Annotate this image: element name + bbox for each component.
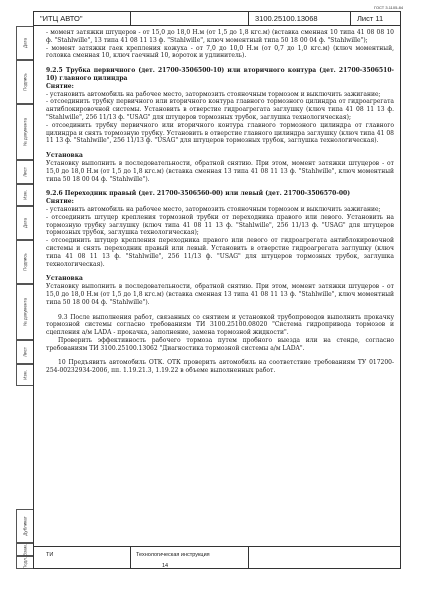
document-type: Технологическая инструкция [136,552,210,558]
document-number: 3100.25100.13068 [248,12,358,25]
title-block-header [34,12,400,26]
sidebar-cell: Дата [16,206,33,240]
paragraph: - отсоединить штуцер крепления переходника правого или левого от гидроагрегата антиблокировочной системы и снять переходник правый или левый. Установить в отверстие гидроагрегата заглушку (ключ типа 41 08 11 13 ф. "Stahlwille", 256 11/13 ф. "USAG" для штуцеров тормозных трубок, заглушка технологическая). [46,237,394,268]
paragraph: - момент затяжки штуцеров - от 15,0 до 18,0 Н.м (от 1,5 до 1,8 кгс.м) (вставка сменная 10 типа 41 08 08 10 ф. "Stahlwille", 13 типа 41 08 11 13 ф. "Stahlwille", ключ моментный типа 50 18 00 04 ф. "Stahlwille"); [46,29,394,44]
subheading: Установка [46,275,83,283]
sidebar-cell: Изм. [16,364,33,386]
subheading: Снятие: [46,82,74,90]
sidebar-cell: Изм. [16,184,33,206]
paragraph: Установку выполнить в последовательности, обратной снятию. При этом, момент затяжки штуцеров - от 15,0 до 18,0 Н.м (от 1,5 до 1,8 кгс.м) (вставка сменная 13 типа 41 08 11 13 ф. "Stahlwille", ключ моментный типа 50 18 00 04 ф. "Stahlwille"). [46,283,394,306]
header-divider [130,12,131,25]
sidebar-cell: Дата [16,26,33,60]
page-frame [33,11,401,569]
paragraph: - установить автомобиль на рабочее место, затормозить стояночным тормозом и выключить зажигание; [46,90,381,98]
paragraph: - отсоединить трубку первичного или вторичного контура главного тормозного цилиндра от главного цилиндра и снять тормозную трубку. Установить в отверстие главного цилиндра заглушку (ключ типа 41 08 11 13 ф. "Stahlwille", 256 11/13 ф. "USAG" для штуцеров тормозных трубок, заглушка технологическая). [46,121,394,145]
title-block-footer [34,546,400,569]
paragraph: Установку выполнить в последовательности, обратной снятию. При этом, момент затяжки штуцеров - от 15,0 до 18,0 Н.м (от 1,5 до 1,8 кгс.м) (вставка сменная 13 типа 41 08 11 13 ф. "Stahlwille", ключ моментный типа 50 18 00 04 ф. "Stahlwille"). [46,159,394,183]
sidebar-cell: Лист [16,340,33,364]
paragraph: 10 Предъявить автомобиль ОТК. ОТК проверить автомобиль на соответствие требованиям ТУ 017200-254-00232934-2006, пп. 1.19.21.3, 1.19.22 в объеме выполненных работ. [46,359,394,375]
paragraph: - момент затяжки гаек крепления кожуха - от 7,0 до 10,0 Н.м (от 0,7 до 1,0 кгс.м) (ключ моментный, головка сменная 10, ключ гаечный 10, вороток и удлинитель). [46,44,394,60]
paragraph: 9.3 После выполнения работ, связанных со снятием и установкой трубопроводов выполнить прокачку тормозной системы согласно требованиям ТИ 3100.25100.08020 "Система гидропривода тормозов и сцепления а/м LADA - прокачка, заполнение, замена тормозной жидкости". [46,313,394,337]
sidebar-cell: Взам. [16,543,33,556]
sidebar-cell: Лист [16,160,33,184]
document-body [34,26,400,546]
sidebar-cell: Подл. [16,556,33,569]
sidebar-cell: № документа [16,284,33,340]
sidebar-cell: Дубликат [16,509,33,543]
gost-label: ГОСТ 3.1105-84 [374,5,404,10]
sidebar-cell: Подпись [16,240,33,284]
footer-divider [130,547,131,569]
paragraph: - отсоединить трубку первичного или вторичного контура главного тормозного цилиндра от гидроагрегата антиблокировочной системы. Установить в отверстие гидроагрегата заглушку (ключ типа 41 08 11 13 ф. "Stahlwille", 256 11/13 ф. "USAG" для штуцеров тормозных трубок, заглушка технологическая); [46,98,394,121]
page-number: 14 [162,563,169,569]
sidebar-cell: Подпись [16,60,33,104]
sidebar-cell: № документа [16,104,33,160]
section-heading: 9.2.5 Трубка первичного (дет. 21700-3506500-10) или вторичного контура (дет. 21700-3506510-10) главного цилиндра [46,67,394,82]
paragraph: - установить автомобиль на рабочее место, затормозить стояночным тормозом и выключить зажигание; [46,205,381,213]
paragraph: Проверить эффективность рабочего тормоза путем пробного выезда или на стенде, согласно требованиям ТИ 3100.25100.13062 "Диагностика тормозной системы а/м LADA". [46,336,394,352]
footer-code: ТИ [46,552,54,558]
company-name: "ИТЦ АВТО" [40,14,83,23]
paragraph: - отсоединить штуцер крепления тормозной трубки от переходника правого или левого. Установить на тормозную трубку заглушку (ключ типа 41 08 11 13 ф. "Stahlwille", 256 11/13 ф. "USAG" для штуцеров тормозных трубок, заглушка технологическая); [46,213,394,237]
sheet-number: Лист 11 [350,12,400,25]
subheading: Снятие: [46,198,74,206]
footer-divider [248,547,249,569]
subheading: Установка [46,152,83,160]
section-heading: 9.2.6 Переходник правый (дет. 21700-3506560-00) или левый (дет. 21700-3506570-00) [46,190,351,198]
sidebar-stamp [16,11,33,569]
